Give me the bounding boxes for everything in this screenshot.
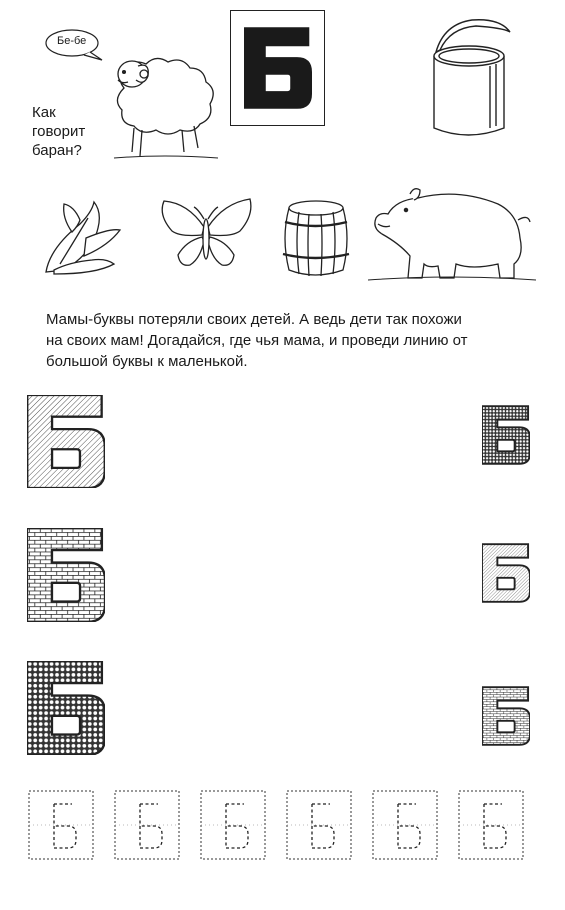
big-letter-frame — [230, 10, 325, 126]
instructions-line-2: на своих мам! Догадайся, где чья мама, и проведи линию от — [46, 332, 468, 349]
question-text — [32, 103, 112, 160]
question-line-2: говорит — [32, 123, 86, 140]
dotted-letter-glyph — [226, 804, 248, 848]
small-letter-hatch[interactable] — [482, 543, 530, 603]
tracing-box[interactable] — [458, 790, 524, 860]
dotted-letter-glyph — [140, 804, 162, 848]
question-line-3: баран? — [32, 142, 82, 159]
sheep-icon — [104, 48, 222, 163]
tracing-box[interactable] — [114, 790, 180, 860]
bubble-text: Бе-бе — [57, 35, 87, 47]
instructions-text — [46, 309, 532, 372]
big-letter-brick[interactable] — [27, 528, 105, 622]
barrel-icon — [281, 196, 351, 282]
hippo-icon — [368, 184, 536, 282]
tracing-box[interactable] — [286, 790, 352, 860]
small-letter-brick[interactable] — [482, 686, 530, 746]
butterfly-icon — [158, 197, 254, 271]
dotted-letter-glyph — [484, 804, 506, 848]
tracing-box[interactable] — [372, 790, 438, 860]
can-icon — [424, 16, 516, 144]
question-line-1: Как — [32, 104, 56, 121]
dotted-letter-glyph — [54, 804, 76, 848]
big-letter-circles[interactable] — [27, 661, 105, 755]
dotted-letter-glyph — [312, 804, 334, 848]
tracing-box[interactable] — [200, 790, 266, 860]
banana-icon — [40, 198, 124, 278]
instructions-line-3: большой буквы к маленькой. — [46, 353, 248, 370]
big-letter-glyph — [244, 25, 312, 111]
instructions-line-1: Мамы-буквы потеряли своих детей. А ведь дети так похожи — [46, 311, 462, 328]
speech-bubble — [44, 28, 104, 62]
small-letter-circles[interactable] — [482, 405, 530, 465]
dotted-letter-glyph — [398, 804, 420, 848]
tracing-box[interactable] — [28, 790, 94, 860]
big-letter-hatch[interactable] — [27, 395, 105, 488]
